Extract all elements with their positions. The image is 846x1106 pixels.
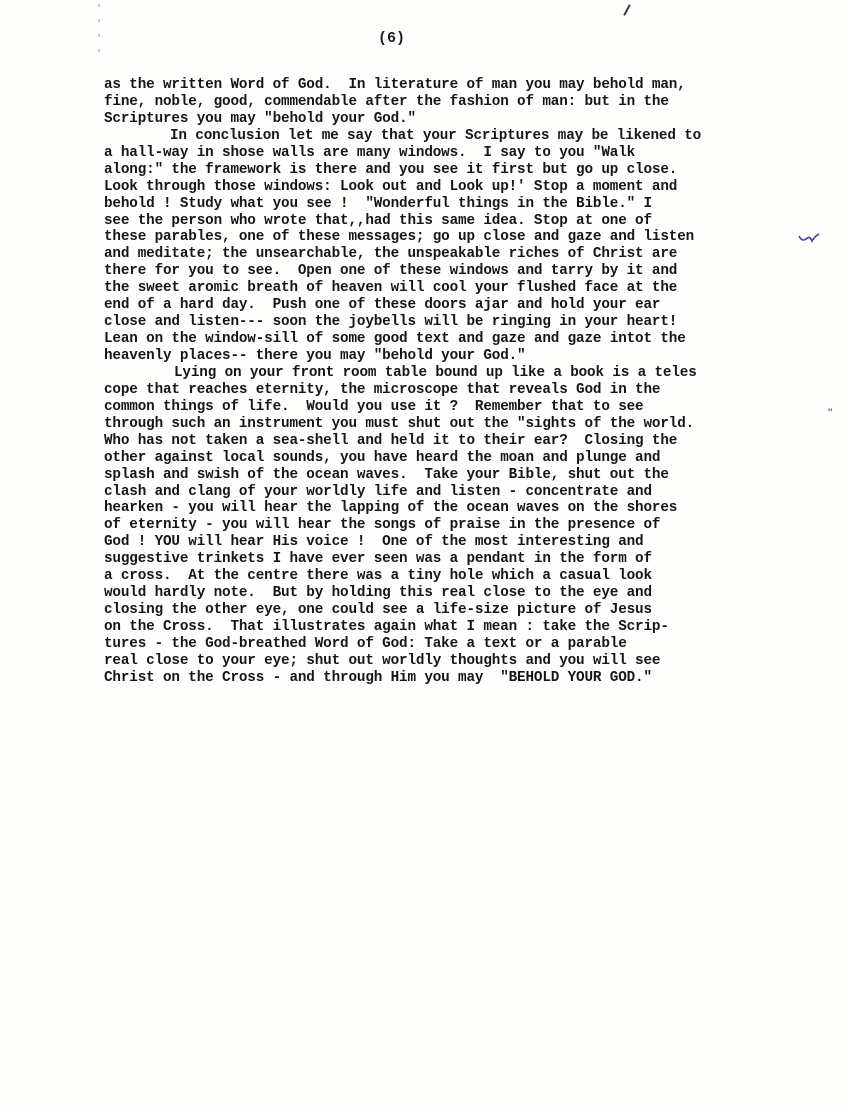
text-line: Look through those windows: Look out and Look up!' Stop a moment and [104, 178, 678, 195]
text-line: of eternity - you will hear the songs of praise in the presence of [104, 517, 661, 534]
text-line: heavenly places-- there you may "behold your God." [104, 348, 526, 364]
page-number: (6) [378, 30, 406, 47]
text-line: closing the other eye, one could see a life-size picture of Jesus [104, 602, 652, 619]
text-line: other against local sounds, you have heard the moan and plunge and [104, 449, 661, 466]
text-line: In conclusion let me say that your Scriptures may be likened to [170, 127, 702, 144]
margin-punch-marks [98, 4, 102, 64]
text-line: would hardly note. But by holding this real close to the eye and [104, 585, 652, 602]
text-line: hearken - you will hear the lapping of the ocean waves on the shores [104, 500, 678, 517]
text-line: end of a hard day. Push one of these doors ajar and hold your ear [104, 297, 661, 314]
text-line: clash and clang of your worldly life and listen - concentrate and [104, 483, 652, 500]
text-line: along:" the framework is there and you see it first but go up close. [104, 161, 678, 178]
text-line: tures - the God-breathed Word of God: Take a text or a parable [104, 635, 627, 652]
punch-dot [98, 19, 100, 22]
punch-dot [98, 34, 100, 37]
text-line: Lying on your front room table bound up like a book is a teles [174, 364, 697, 381]
body-text [104, 77, 824, 687]
punch-dot [98, 4, 100, 7]
text-line: through such an instrument you must shut out the "sights of the world. [104, 415, 695, 432]
text-line: there for you to see. Open one of these windows and tarry by it and [104, 263, 678, 280]
text-line: God ! YOU will hear His voice ! One of the most interesting and [104, 534, 644, 551]
text-line: suggestive trinkets I have ever seen was a pendant in the form of [104, 551, 652, 568]
text-line: close and listen--- soon the joybells will be ringing in your heart! [104, 314, 678, 331]
text-line: cope that reaches eternity, the microscope that reveals God in the [104, 381, 661, 398]
pen-tick-mark [623, 4, 630, 16]
text-line: real close to your eye; shut out worldly thoughts and you will see [104, 652, 661, 669]
text-line: fine, noble, good, commendable after the fashion of man: but in the [104, 93, 669, 110]
text-line: a hall-way in shose walls are many windows. I say to you "Walk [104, 144, 636, 161]
text-line: on the Cross. That illustrates again what I mean : take the Scrip- [104, 619, 669, 635]
text-line: Christ on the Cross - and through Him you may "BEHOLD YOUR GOD." [104, 669, 652, 686]
text-line: a cross. At the centre there was a tiny hole which a casual look [104, 568, 652, 585]
text-line: these parables, one of these messages; go up close and gaze and listen [104, 229, 695, 246]
text-line: Scriptures you may "behold your God." [104, 110, 416, 127]
text-line: see the person who wrote that,,had this same idea. Stop at one of [104, 212, 652, 229]
text-line: and meditate; the unsearchable, the unspeakable riches of Christ are [104, 246, 678, 263]
text-line: as the written Word of God. In literature of man you may behold man, [104, 77, 686, 93]
text-line: Who has not taken a sea-shell and held it to their ear? Closing the [104, 432, 678, 449]
text-line: behold ! Study what you see ! "Wonderful things in the Bible." I [104, 195, 652, 212]
pen-quote-mark: " [828, 406, 833, 420]
text-line: Lean on the window-sill of some good text and gaze and gaze intot the [104, 331, 686, 348]
text-line: the sweet aromic breath of heaven will cool your flushed face at the [104, 280, 678, 297]
pen-correction-mark [798, 232, 820, 244]
text-line: common things of life. Would you use it ? Remember that to see [104, 398, 644, 415]
punch-dot [98, 49, 100, 52]
text-line: splash and swish of the ocean waves. Take your Bible, shut out the [104, 466, 669, 483]
